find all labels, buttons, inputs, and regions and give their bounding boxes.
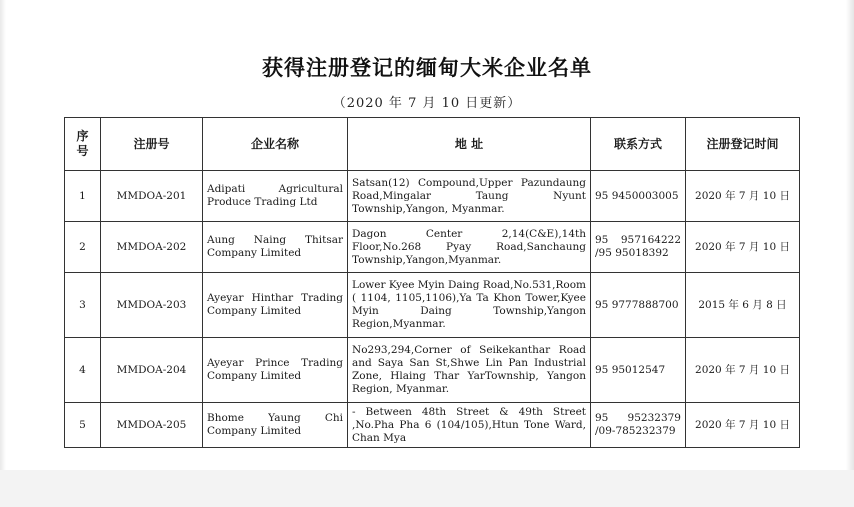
- header-address: 地 址: [348, 118, 591, 171]
- cell-address: - Between 48th Street & 49th Street ,No.Pha Pha 6 (104/105),Htun Tone Ward, Chan Mya: [348, 403, 591, 448]
- enterprise-table: [64, 117, 800, 448]
- cell-reg-no: MMDOA-201: [101, 171, 203, 222]
- header-seq-top: 序: [76, 129, 89, 143]
- cell-date: 2020 年 7 月 10 日: [686, 171, 800, 222]
- table-row: [65, 171, 800, 222]
- cell-reg-no: MMDOA-202: [101, 222, 203, 273]
- cell-address: Lower Kyee Myin Daing Road,No.531,Room ( 1104, 1105,1106),Ya Ta Khon Tower,Kyee Myin Daing Township,Yangon Region,Myanmar.: [348, 273, 591, 338]
- document-title: 获得注册登记的缅甸大米企业名单: [262, 55, 592, 80]
- cell-contact: 95 95232379 /09-785232379: [591, 403, 686, 448]
- table-row: [65, 338, 800, 403]
- cell-seq: 3: [65, 273, 101, 338]
- cell-contact: 95 957164222 /95 95018392: [591, 222, 686, 273]
- header-reg-no: 注册号: [101, 118, 203, 171]
- header-seq-bottom: 号: [76, 144, 89, 158]
- cell-address: Satsan(12) Compound,Upper Pazundaung Road,Mingalar Taung Nyunt Township,Yangon, Myanmar.: [348, 171, 591, 222]
- cell-seq: 4: [65, 338, 101, 403]
- cell-reg-no: MMDOA-204: [101, 338, 203, 403]
- bottom-band: [0, 470, 854, 507]
- table-row: [65, 273, 800, 338]
- cell-seq: 2: [65, 222, 101, 273]
- cell-seq: 5: [65, 403, 101, 448]
- cell-company: Ayeyar Hinthar Trading Company Limited: [203, 273, 348, 338]
- cell-company: Ayeyar Prince Trading Company Limited: [203, 338, 348, 403]
- table-header-row: [65, 118, 800, 171]
- cell-contact: 95 9450003005: [591, 171, 686, 222]
- header-contact: 联系方式: [591, 118, 686, 171]
- cell-seq: 1: [65, 171, 101, 222]
- cell-address: No293,294,Corner of Seikekanthar Road and Saya San St,Shwe Lin Pan Industrial Zone, Hlaing Thar YarTownship, Yangon Region, Myanmar.: [348, 338, 591, 403]
- header-company: 企业名称: [203, 118, 348, 171]
- cell-reg-no: MMDOA-203: [101, 273, 203, 338]
- cell-company: Adipati Agricultural Produce Trading Ltd: [203, 171, 348, 222]
- cell-company: Bhome Yaung Chi Company Limited: [203, 403, 348, 448]
- table-row: [65, 222, 800, 273]
- cell-company: Aung Naing Thitsar Company Limited: [203, 222, 348, 273]
- cell-date: 2020 年 7 月 10 日: [686, 403, 800, 448]
- document-subtitle: （2020 年 7 月 10 日更新）: [332, 96, 522, 111]
- cell-contact: 95 9777888700: [591, 273, 686, 338]
- table-row: [65, 403, 800, 448]
- cell-address: Dagon Center 2,14(C&E),14th Floor,No.268 Pyay Road,Sanchaung Township,Yangon,Myanmar.: [348, 222, 591, 273]
- cell-date: 2020 年 7 月 10 日: [686, 222, 800, 273]
- header-reg-time: 注册登记时间: [686, 118, 800, 171]
- header-seq: [65, 118, 101, 171]
- cell-date: 2020 年 7 月 10 日: [686, 338, 800, 403]
- cell-reg-no: MMDOA-205: [101, 403, 203, 448]
- cell-date: 2015 年 6 月 8 日: [686, 273, 800, 338]
- cell-contact: 95 95012547: [591, 338, 686, 403]
